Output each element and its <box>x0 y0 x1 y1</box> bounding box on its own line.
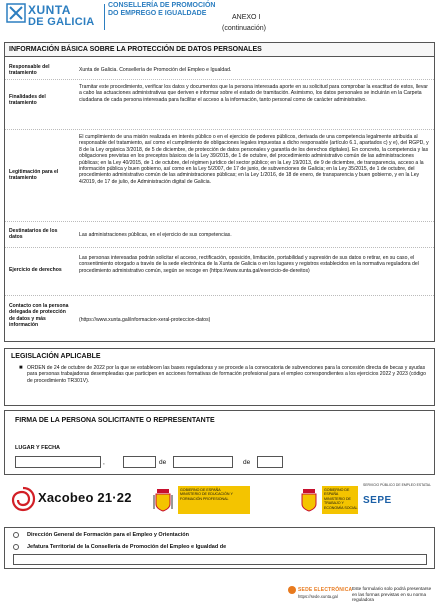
legislation-text: ORDEN de 24 de octubre de 2022 por la que se establecen las bases reguladoras y se procede a la convocatoria de subvenciones para la concesión directa de becas y ayudas para personas trabajadoras desempleadas que participen en acciones formativas de formación profesional para el empleo correspondientes a los ejercicios 2022 y 2023 (código de procedimiento TR301V). <box>27 365 426 384</box>
destination-section <box>4 527 435 569</box>
place-input[interactable] <box>15 456 101 468</box>
sede-link[interactable]: https://sede.xunta.gal <box>298 594 338 599</box>
sepe-wordmark: SEPE <box>363 495 392 506</box>
ministry-education-logo <box>152 485 252 515</box>
row-value: Las administraciones públicas, en el ejercicio de sus competencias. <box>79 232 232 238</box>
row-label: Legitimación para el tratamiento <box>9 169 59 182</box>
sede-logo-icon <box>288 586 296 594</box>
destination-option-label: Dirección General de Formación para el Empleo y Orientación <box>27 532 189 538</box>
gov-label <box>324 488 358 510</box>
row-label: Destinatarios de los datos <box>9 228 58 241</box>
annex-label: ANEXO I <box>232 14 261 21</box>
xacobeo-wordmark: Xacobeo 21·22 <box>38 490 132 505</box>
footer-note: Este formulario solo podrá presentarse en las formas previstas en su norma reguladora <box>352 586 432 603</box>
sponsor-logos <box>0 480 439 520</box>
sede-label: SEDE ELECTRÓNICA <box>298 587 353 593</box>
gov-name: GOBIERNO DE ESPAÑA <box>180 488 221 492</box>
gov-label <box>180 488 248 501</box>
signature-title: FIRMA DE LA PERSONA SOLICITANTE O REPRESENTANTE <box>15 417 215 424</box>
legislation-title: LEGISLACIÓN APLICABLE <box>11 353 101 360</box>
data-protection-title: INFORMACIÓN BÁSICA SOBRE LA PROTECCIÓN DE DATOS PERSONALES <box>5 43 434 57</box>
ministry-name: MINISTERIO DE TRABAJO Y ECONOMÍA SOCIAL <box>324 496 358 510</box>
table-row <box>5 296 434 341</box>
destination-radio-territorial[interactable] <box>13 544 19 550</box>
row-label: Ejercicio de derechos <box>9 267 62 273</box>
data-protection-section <box>4 42 435 342</box>
spain-crest-icon <box>152 487 174 513</box>
row-value: El cumplimiento de una misión realizada en interés público o en el ejercicio de poderes públicos, derivada de una competencia legalmente atribuida al responsable del tratamiento, así como el cumplimiento de obligaciones legales impuestas a dicho responsable (artículo 6.1, apartados c) y e), del RGPD, y 8 de la Ley orgánica 3/2018, de 5 de diciembre, de protección de datos personales y garantía de los derechos digitales). En concreto, la competencia y las obligaciones previstas en los preceptos básicos de la Ley 39/2015, de 1 de octubre, del procedimiento administrativo común de las administraciones públicas; en la Ley 40/2015, de 1 de octubre, del régimen jurídico del sector público; en la Ley 19/2013, de 9 de diciembre, de transparencia, acceso a la información pública y buen gobierno, así como en la Ley 5/2007, de 17 de junio, de subvenciones de Galicia; en la Ley 35/2015, de 1 de octubre, del procedimiento administrativo común de las administraciones públicas; en la Ley 1/2016, de 18 de enero, de transparencia y buen gobierno, y en la Ley 4/2019, de 17 de julio, de Administración digital de Galicia. <box>79 134 429 185</box>
gov-name: GOBIERNO DE ESPAÑA <box>324 488 350 497</box>
spain-crest-icon <box>298 487 320 513</box>
comma-separator: , <box>103 459 105 466</box>
row-value: Las personas interesadas podrán solicitar el acceso, rectificación, oposición, limitación, portabilidad y supresión de sus datos o retirar, en su caso, el consentimiento otorgado a través de la sede electrónica de la Xunta de Galicia o en los lugares y registros establecidos en la normativa reguladora del procedimiento administrativo común, según se recoge en (https://www.xunta.gal/exercicio-de-dereitos) <box>79 255 419 274</box>
xacobeo-logo <box>10 486 152 512</box>
xacobeo-spiral-icon <box>10 486 36 512</box>
table-row <box>5 130 434 222</box>
org-name-line1: XUNTA <box>28 3 71 17</box>
legislation-section <box>4 348 435 406</box>
bullet-icon: ■ <box>19 365 23 371</box>
table-row <box>5 248 434 296</box>
xunta-logo <box>6 3 103 35</box>
row-value: Tramitar este procedimiento, verificar los datos y documentos que la persona interesada aporte en su solicitud para comprobar la exactitud de estos, llevar a cabo las actuaciones administrativas que deriven e informar sobre el estado de tramitación. Asimismo, los datos personales se incluirán en la Carpeta ciudadana de cada persona interesada para facilitar el acceso a la información, tanto personal como de carácter administrativo. <box>79 84 428 103</box>
page-header <box>0 0 439 38</box>
xunta-emblem-icon <box>6 3 26 23</box>
org-name-line2: DE GALICIA <box>28 16 95 28</box>
territorial-office-input[interactable] <box>13 554 427 565</box>
de-separator: de <box>243 459 251 466</box>
day-input[interactable] <box>123 456 156 468</box>
table-row <box>5 80 434 130</box>
row-label: Finalidades del tratamiento <box>9 94 46 107</box>
row-value: (https://www.xunta.gal/informacion-xeral-proteccion-datos) <box>79 317 211 323</box>
row-label: Contacto con la persona delegada de protección de datos y más información <box>9 303 69 329</box>
header-divider <box>104 4 105 30</box>
row-value: Xunta de Galicia. Consellería de Promoción del Empleo e Igualdad. <box>79 67 232 73</box>
page-footer <box>0 582 439 610</box>
row-label: Responsable del tratamiento <box>9 64 50 77</box>
destination-option-label: Jefatura Territorial de la Consellería de Promoción del Empleo e Igualdad de <box>27 544 227 550</box>
department-name: CONSELLERÍA DE PROMOCIÓN DO EMPREGO E IGUALDADE <box>108 2 216 17</box>
year-input[interactable] <box>257 456 283 468</box>
ministry-name: MINISTERIO DE EDUCACIÓN Y FORMACIÓN PROFESIONAL <box>180 492 233 501</box>
destination-radio-general[interactable] <box>13 532 19 538</box>
table-row <box>5 222 434 248</box>
month-input[interactable] <box>173 456 233 468</box>
ministry-labour-logo <box>298 485 360 515</box>
continuation-label: (continuación) <box>222 25 266 32</box>
place-date-label: LUGAR Y FECHA <box>15 445 61 451</box>
table-row <box>5 58 434 80</box>
de-separator: de <box>159 459 167 466</box>
sepe-caption: SERVICIO PÚBLICO DE EMPLEO ESTATAL <box>363 483 431 487</box>
signature-section <box>4 410 435 475</box>
